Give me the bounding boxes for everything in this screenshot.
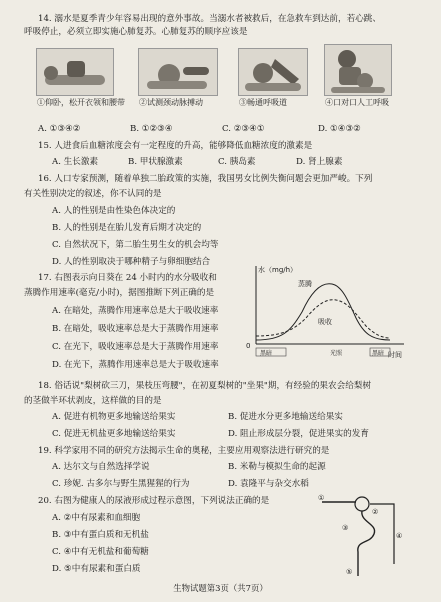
cpr-figure-3 [238,48,308,107]
q19-option-c: C. 珍妮. 古多尔与野生黑猩猩的行为 [52,479,190,489]
cpr-supine-image [37,49,113,95]
cpr-figure-1 [36,48,125,107]
nephron-diagram [316,494,410,578]
label-4: ④ [396,532,403,540]
q16-stem-line2: 有关性别决定的叙述，你不认同的是 [24,189,162,199]
q19-stem: 19. 科学家用不同的研究方法揭示生命的奥秘，主要应用观察法进行研究的是 [38,446,330,456]
cpr-pulse-image [139,49,217,95]
page-footer: 生物试题第3页（共7页） [173,583,268,593]
glomerulus-shape [355,497,369,511]
q14-stem-line2: 呼吸停止，必须立即实施心肺复苏。心肺复苏的顺序应该是 [24,27,248,37]
q17-option-c: C. 在光下，吸收速率总是大于蒸腾作用速率 [52,342,219,352]
q20-option-c: C. ④中有无机盐和葡萄糖 [52,547,149,557]
label-5: ⑤ [346,568,353,576]
label-2: ② [372,508,379,516]
q16-option-b: B. 人的性别是在胎儿发育后期才决定的 [52,223,202,233]
q14-option-c: C. ②③④① [222,124,265,134]
q17-option-d: D. 在光下，蒸腾作用速率总是大于吸收速率 [52,360,219,370]
cpr-caption-2: ②试测颈动脉搏动 [139,98,203,107]
q16-option-c: C. 自然状况下，第二胎生男生女的机会均等 [52,240,219,250]
dark-period-label-1: 黑暗 [260,350,273,357]
cpr-caption-3: ③畅通呼吸道 [239,98,287,107]
q19-option-b: B. 米勒与模拟生命的起源 [228,462,326,472]
q19-option-d: D. 袁隆平与杂交水稻 [228,479,309,489]
q16-option-a: A. 人的性别是由性染色体决定的 [52,206,176,216]
cpr-caption-1: ①仰卧，松开衣领和腰带 [37,98,125,107]
transpiration-curve [256,284,390,340]
dark-period-label-2: 黑暗 [372,350,385,357]
renal-tubule-shape [358,511,375,570]
q14-option-d: D. ①④③② [318,124,361,134]
q15-stem: 15. 人进食后血糖浓度会有一定程度的升高，能够降低血糖浓度的激素是 [38,141,313,151]
q17-option-b: B. 在暗处，吸收速率总是大于蒸腾作用速率 [52,324,219,334]
cpr-airway-image [239,49,307,95]
absorption-label: 吸收 [318,318,332,326]
q15-option-b: B. 甲状腺激素 [128,157,183,167]
q20-option-d: D. ⑤中有尿素和蛋白质 [52,564,141,574]
cpr-figure-2 [138,48,218,107]
q18-option-a: A. 促进有机物更多地输送给果实 [52,412,176,422]
graph-y-label: 水（mg/h） [258,266,298,274]
q17-stem-line2: 蒸腾作用速率(毫克/小时)，据图推断下列正确的是 [24,288,215,298]
q20-stem: 20. 右图为健康人的尿液形成过程示意图，下列说法正确的是 [38,496,270,506]
q14-option-a: A. ①③④② [38,124,81,134]
q18-option-b: B. 促进水分更多地输送给果实 [228,412,343,422]
q20-option-b: B. ③中有蛋白质和无机盐 [52,530,149,540]
q18-stem-line1: 18. 俗话说"梨树砍三刀，果枝压弯腰"，在初夏梨树的"坐果"期，有经验的果农会给梨树 [38,381,371,391]
label-3: ③ [342,524,349,532]
q19-option-a: A. 达尔文与自然选择学说 [52,462,150,472]
q15-option-c: C. 胰岛素 [218,157,256,167]
q18-stem-line2: 的茎做半环状剥皮，这样做的目的是 [24,396,162,406]
q17-stem-line1: 17. 右图表示向日葵在 24 小时内的水分吸收和 [38,273,217,283]
cpr-caption-4: ④口对口人工呼吸 [325,98,389,107]
graph-x-label: 时间 [388,351,402,359]
water-rate-graph [242,262,414,366]
q18-option-c: C. 促进无机盐更多地输送给果实 [52,429,176,439]
q20-option-a: A. ②中有尿素和血细胞 [52,513,141,523]
q16-stem-line1: 16. 人口专家预测，随着单独二胎政策的实施，我国男女比例失衡问题会更加严峻。下列 [38,174,373,184]
light-period-label: 光照 [330,350,343,357]
q15-option-d: D. 肾上腺素 [296,157,343,167]
cpr-figure-4 [324,44,392,107]
q18-option-d: D. 阻止形成层分裂，促进果实的发育 [228,429,369,439]
q14-option-b: B. ①②③④ [130,124,173,134]
q15-option-a: A. 生长激素 [52,157,99,167]
transpiration-label: 蒸腾 [298,280,312,288]
q17-option-a: A. 在暗处，蒸腾作用速率总是大于吸收速率 [52,306,219,316]
graph-origin-label: 0 [246,342,251,350]
q14-stem-line1: 14. 溺水是夏季青少年容易出现的意外事故。当溺水者被救后，在急救车到达前，若心跳、 [38,14,381,24]
q16-option-d: D. 人的性别取决于哪种精子与卵细胞结合 [52,257,211,267]
label-1: ① [318,494,325,502]
cpr-breathing-image [325,45,391,95]
